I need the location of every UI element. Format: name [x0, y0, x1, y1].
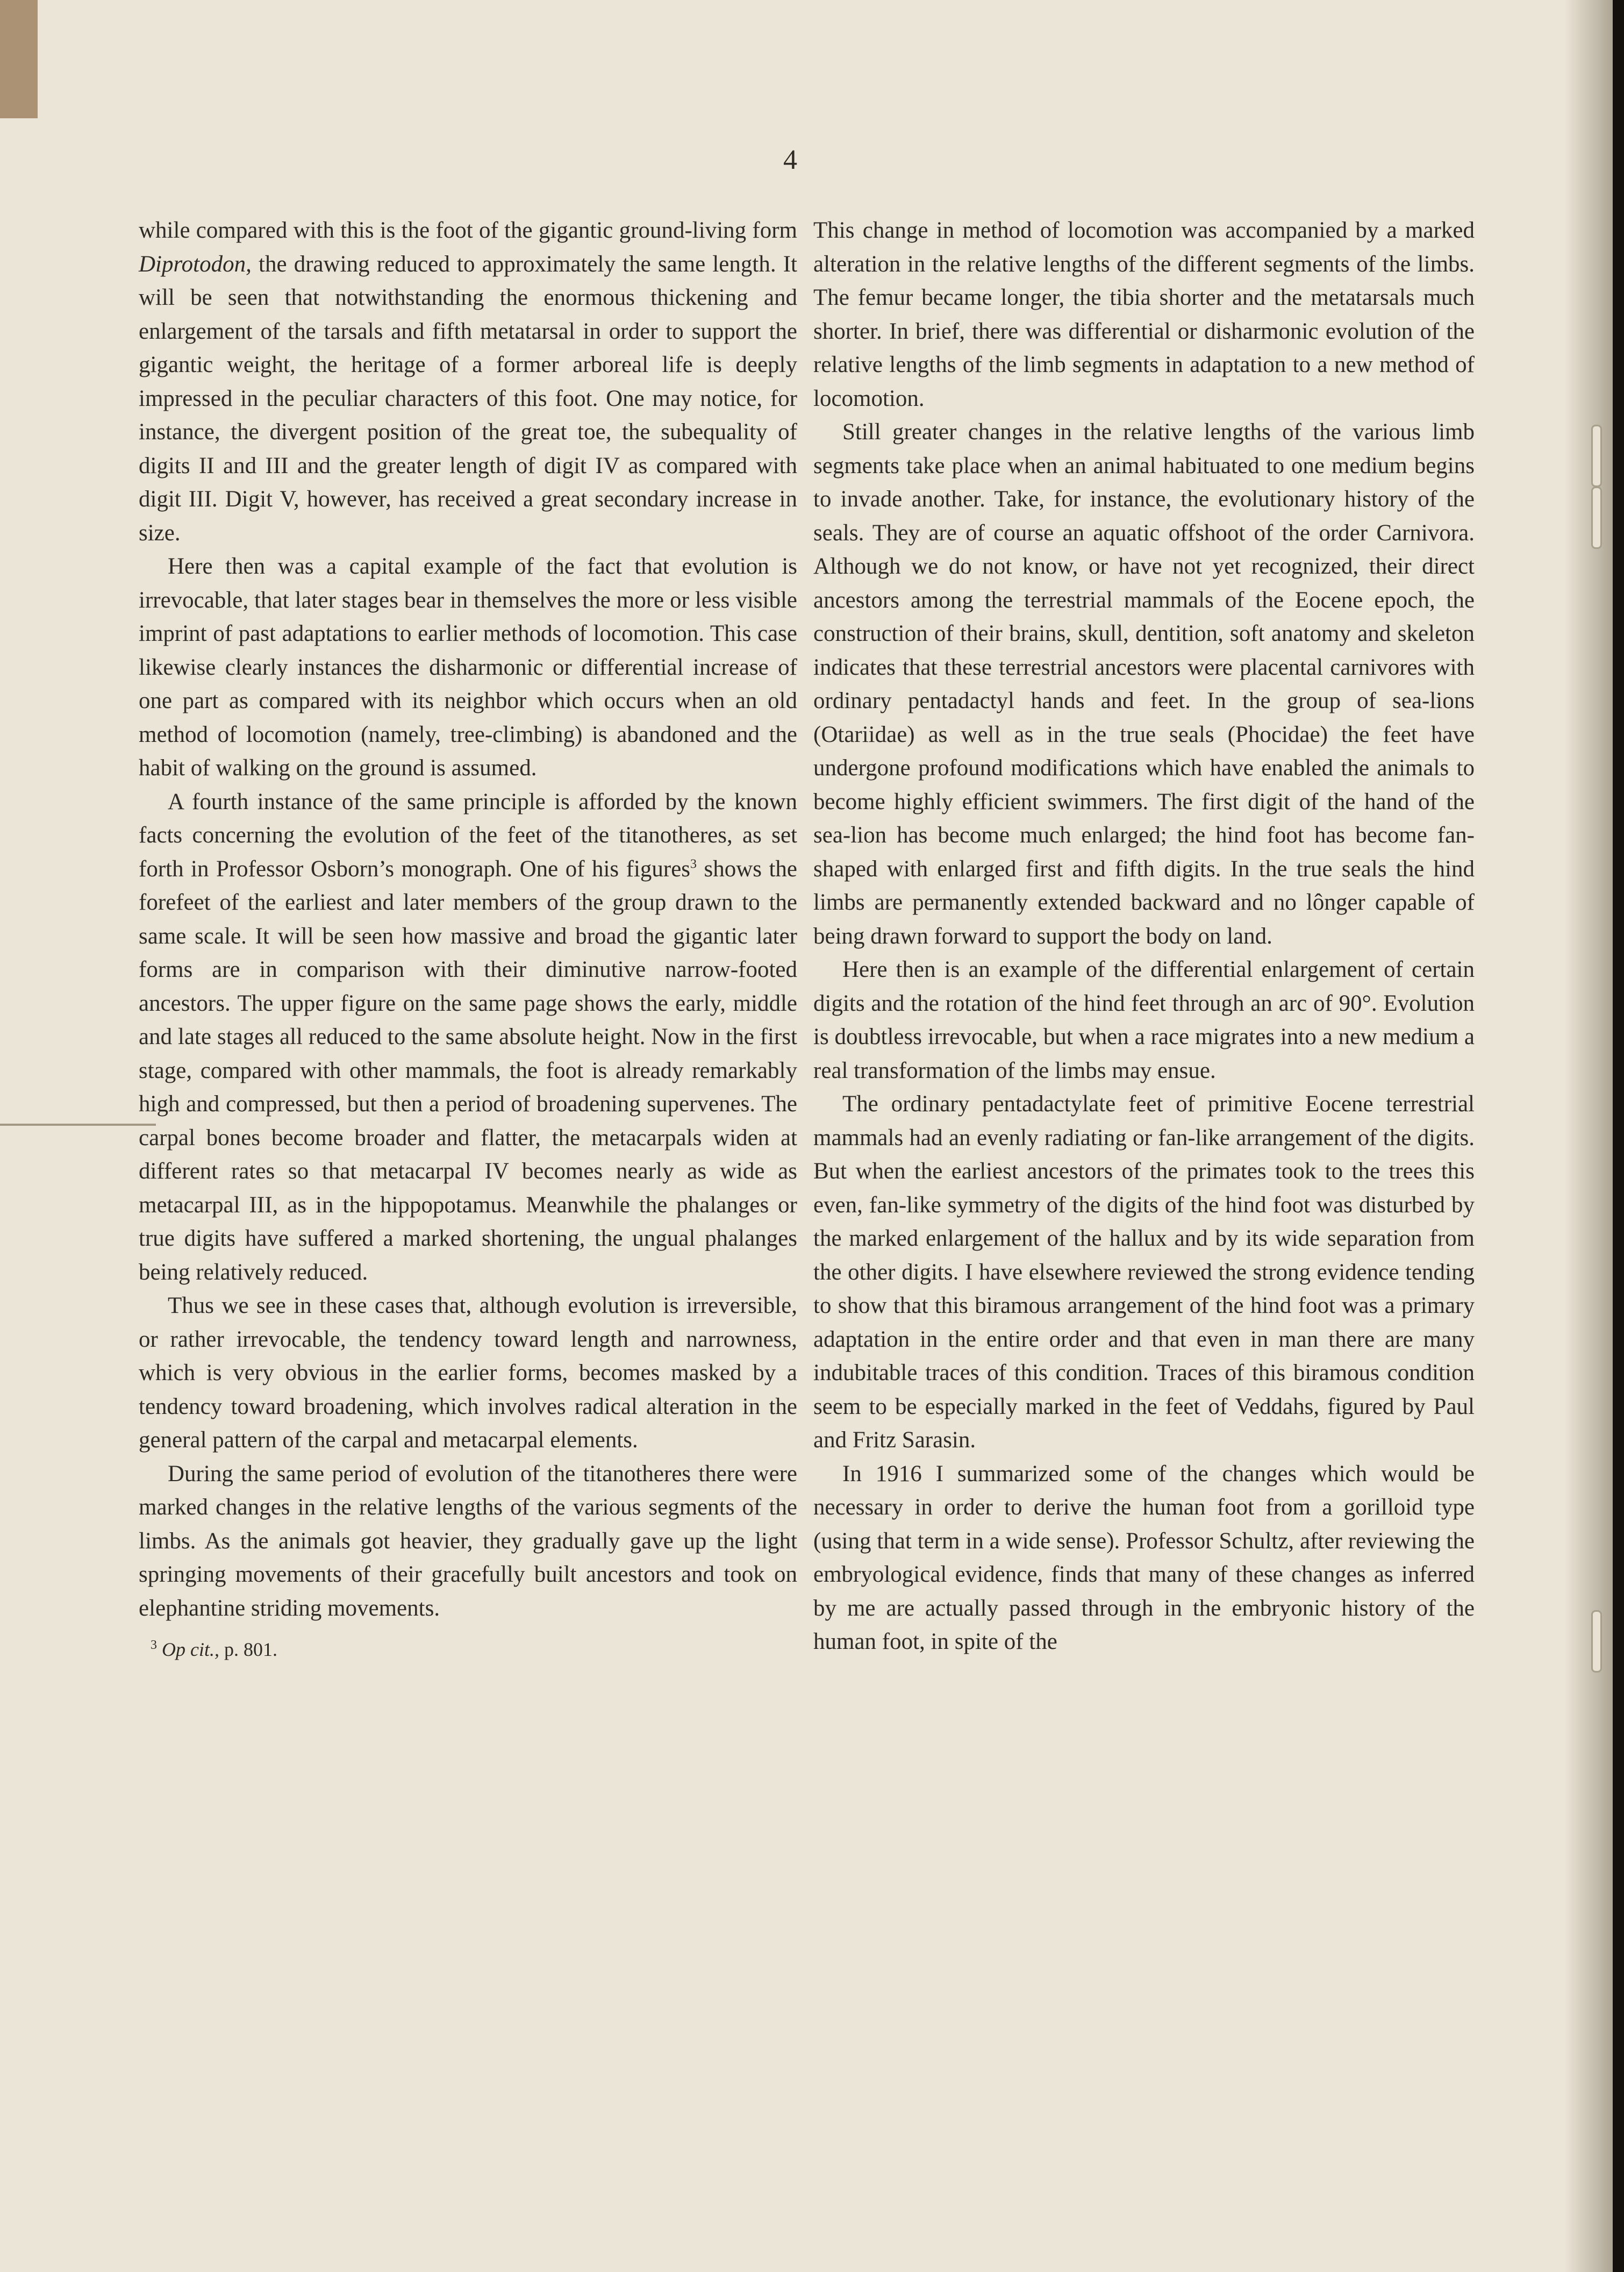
paragraph: Here then was a capital example of the fact that evolution is irrevocable, that later stages bear in themselves the more or less visible imprint of past adaptations to earlier methods of locomotion. This case likewise clearly instances the disharmonic or differential increase of one part as compared with its neighbor which occurs when an old method of locomotion (namely, tree-climbing) is abandoned and the habit of walking on the ground is assumed.: [139, 554, 797, 781]
genus-name: Diprotodon,: [139, 251, 252, 277]
left-column: [139, 214, 797, 1667]
tape-mark: [0, 0, 38, 118]
paragraph: The ordinary pentadactylate feet of primitive Eocene terrestrial mammals had an evenly radiating or fan-like arrangement of the digits. But when the earliest ancestors of the primates took to the trees this even, fan-like symmetry of the digits of the hind foot was disturbed by the marked enlargement of the hallux and by its wide separation from the other digits. I have elsewhere reviewed the strong evidence tending to show that this biramous arrangement of the hind foot was a primary adaptation in the entire order and that even in man there are many indubitable traces of this condition. Traces of this biramous condition seem to be especially marked in the feet of Veddahs, figured by Paul and Fritz Sarasin.: [813, 1091, 1475, 1453]
binding-ring: [1591, 425, 1602, 487]
fold-crease: [0, 1124, 156, 1126]
paragraph: Here then is an example of the differential enlargement of certain digits and the rotation of the hind feet through an arc of 90°. Evolution is doubtless irrevocable, but when a race migrates into a new medium a real transformation of the limbs may ensue.: [813, 957, 1475, 1083]
footnote: $^3$ Op cit., p. 801.: [151, 1638, 277, 1660]
page-edge-shadow: [1564, 0, 1613, 2272]
footnote-marker: 3: [690, 857, 697, 871]
paragraph: A fourth instance of the same principle is afforded by the known facts concerning the evolution of the feet of the titanotheres, as set forth in Professor Osborn’s monograph. One of his figures$^3$ shows the forefeet of the earliest and later members of the group drawn to the same scale. It will be seen how massive and broad the gigantic later forms are in comparison with their diminutive narrow-footed ancestors. The upper figure on the same page shows the early, middle and late stages all reduced to the same absolute height. Now in the first stage, compared with other mammals, the foot is already remarkably high and compressed, but then a period of broadening supervenes. The carpal bones become broader and flatter, the metacarpals widen at different rates so that metacarpal IV becomes nearly as wide as metacarpal III, as in the hippopotamus. Meanwhile the phalanges or true digits have suffered a marked shortening, the ungual phalanges being relatively reduced.: [139, 789, 797, 1285]
binding-ring: [1591, 487, 1602, 549]
right-column: [813, 214, 1475, 1659]
paragraph: Thus we see in these cases that, although evolution is irreversible, or rather irrevocable, the tendency toward length and narrowness, which is very obvious in the earlier forms, becomes masked by a tendency toward broadening, which involves radical alteration in the general pattern of the carpal and metacarpal elements.: [139, 1293, 797, 1453]
paragraph: During the same period of evolution of the titanotheres there were marked changes in the relative lengths of the various segments of the limbs. As the animals got heavier, they gradually gave up the light springing movements of their gracefully built ancestors and took on elephantine striding movements.: [139, 1461, 797, 1621]
paragraph: In 1916 I summarized some of the changes which would be necessary in order to derive the human foot from a gorilloid type (using that term in a wide sense). Professor Schultz, after reviewing the embryological evidence, finds that many of these changes as inferred by me are actually passed through in the embryonic history of the human foot, in spite of the: [813, 1461, 1475, 1654]
paragraph: Still greater changes in the relative lengths of the various limb segments take place when an animal habituated to one medium begins to invade another. Take, for instance, the evolutionary history of the seals. They are of course an aquatic offshoot of the order Carnivora. Although we do not know, or have not yet recognized, their direct ancestors among the terrestrial mammals of the Eocene epoch, the construction of their brains, skull, dentition, soft anatomy and skeleton indicates that these terrestrial ancestors were placental carnivores with ordinary pentadactyl hands and feet. In the group of sea-lions (Otariidae) as well as in the true seals (Phocidae) the feet have undergone profound modifications which have enabled the animals to become highly efficient swimmers. The first digit of the hand of the sea-lion has become much enlarged; the hind foot has become fan-shaped with enlarged first and fifth digits. In the true seals the hind limbs are permanently extended backward and no lônger capable of being drawn forward to support the body on land.: [813, 419, 1475, 949]
paragraph: This change in method of locomotion was accompanied by a marked alteration in the relative lengths of the different segments of the limbs. The femur became longer, the tibia shorter and the metatarsals much shorter. In brief, there was differential or disharmonic evolution of the relative lengths of the limb segments in adaptation to a new method of locomotion.: [813, 218, 1475, 411]
page-number: 4: [783, 145, 797, 175]
paragraph: while compared with this is the foot of the gigantic ground-living form Diprotodon, the drawing reduced to approximately the same length. It will be seen that notwithstanding the enormous thickening and enlargement of the tarsals and fifth metatarsal in order to support the gigantic weight, the heritage of a former arboreal life is deeply impressed in the peculiar characters of this foot. One may notice, for instance, the divergent position of the great toe, the subequality of digits II and III and the greater length of digit IV as compared with digit III. Digit V, however, has received a great secondary increase in size.: [139, 218, 797, 546]
binding-ring: [1591, 1610, 1602, 1673]
